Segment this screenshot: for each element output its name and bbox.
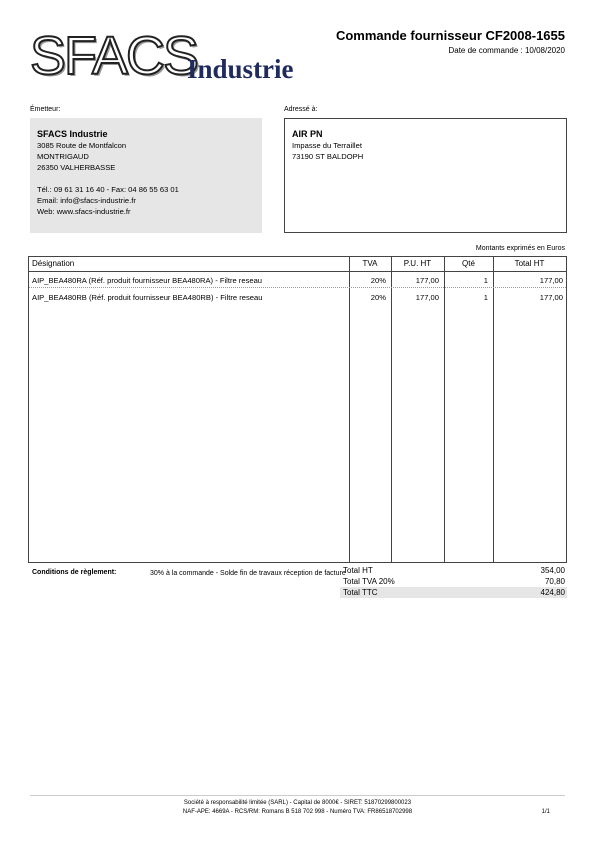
row-total-ht: 177,00 [539,293,563,302]
total-ttc-label: Total TTC [343,588,378,597]
total-ht-value: 354,00 [540,566,565,575]
row-unit-price: 177,00 [415,276,439,285]
sender-address-line: 3085 Route de Montfalcon [37,141,127,150]
recipient-address-line: Impasse du Terraillet [292,141,362,150]
header-total-ht: Total HT [514,259,545,268]
total-tva-value: 70,80 [544,577,565,586]
footer-legal-line-2: NAF-APE: 4669A - RCS/RM: Romans B 518 702 998 - Numéro TVA: FR86518702998 [182,809,413,815]
footer-divider [30,795,565,796]
logo-wordmark: SFACS [30,26,198,86]
total-tva-row [340,576,567,587]
header-unit-price: P.U. HT [403,259,432,268]
recipient-box [284,118,567,233]
company-logo [30,28,320,88]
row-designation: AIP_BEA480RA (Réf. produit fournisseur BEA480RA) - Filtre reseau [32,276,263,285]
recipient-name: AIR PN [292,129,323,139]
header-quantity: Qté [462,259,475,268]
total-ttc-row [340,587,567,598]
total-ttc-value: 424,80 [540,588,565,597]
row-tva: 20% [370,293,386,302]
page-number: 1/1 [541,809,550,815]
footer-legal-line-1: Société à responsabilité limitée (SARL) - Capital de 8000€ - SIRET: 51870299800023 [183,800,412,806]
logo-subtext: Industrie [187,54,294,84]
sender-name: SFACS Industrie [37,129,108,139]
sender-box [30,118,262,233]
payment-terms-label: Conditions de règlement: [32,569,117,576]
row-quantity: 1 [483,276,488,285]
row-designation: AIP_BEA480RB (Réf. produit fournisseur BEA480RB) - Filtre reseau [32,293,263,302]
sender-label: Émetteur: [30,106,61,113]
row-quantity: 1 [483,293,488,302]
sender-phone: Tél.: 09 61 31 16 40 - Fax: 04 86 55 63 01 [37,185,179,194]
sender-postcode: 26350 VALHERBASSE [37,163,116,172]
total-ht-row [340,565,567,576]
total-ht-label: Total HT [343,566,373,575]
total-tva-label: Total TVA 20% [343,577,395,586]
sender-city: MONTRIGAUD [37,152,89,161]
items-table [28,256,567,563]
table-row [29,291,566,305]
header-designation: Désignation [32,259,75,268]
table-row [29,274,566,288]
header-tva: TVA [362,259,378,268]
document-title: Commande fournisseur CF2008-1655 [335,28,565,43]
row-unit-price: 177,00 [415,293,439,302]
currency-note: Montants exprimés en Euros [475,245,565,252]
totals-block [340,565,567,598]
recipient-label: Adressé à: [284,106,318,113]
recipient-city: 73190 ST BALDOPH [292,152,364,161]
payment-terms-text: 30% à la commande - Solde fin de travaux réception de facture [150,570,346,577]
row-tva: 20% [370,276,386,285]
sender-email: Email: info@sfacs-industrie.fr [37,196,136,205]
order-date: Date de commande : 10/08/2020 [448,46,565,55]
row-total-ht: 177,00 [539,276,563,285]
sender-website: Web: www.sfacs-industrie.fr [37,207,131,216]
